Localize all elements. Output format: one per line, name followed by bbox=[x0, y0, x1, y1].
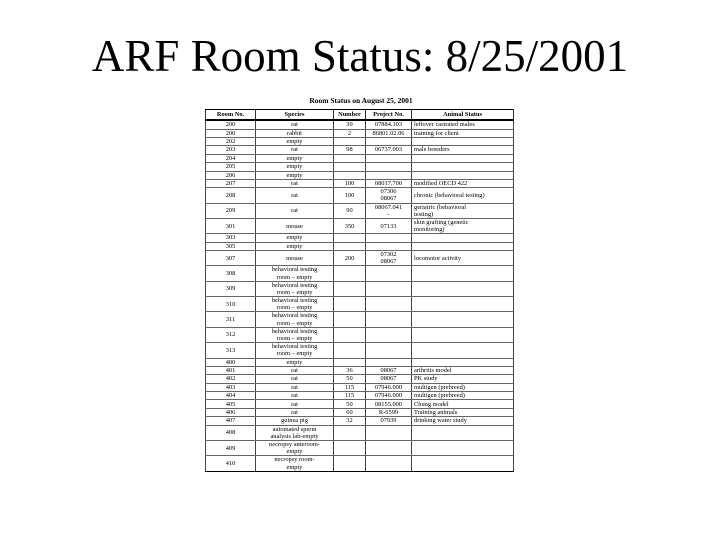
table-row bbox=[206, 281, 514, 296]
table-row bbox=[206, 456, 514, 471]
cell-number bbox=[334, 266, 366, 281]
cell-species: guinea pig bbox=[256, 417, 334, 425]
cell-species: empty bbox=[256, 154, 334, 162]
cell-project-no bbox=[366, 312, 412, 327]
table-row bbox=[206, 171, 514, 179]
cell-room-no: 206 bbox=[206, 171, 256, 179]
cell-species: rat bbox=[256, 408, 334, 416]
cell-room-no: 208 bbox=[206, 188, 256, 203]
cell-project-no: 07946.000 bbox=[366, 383, 412, 391]
cell-project-no bbox=[366, 137, 412, 145]
cell-number bbox=[334, 154, 366, 162]
table-row bbox=[206, 312, 514, 327]
cell-species: empty bbox=[256, 358, 334, 366]
cell-room-no: 408 bbox=[206, 425, 256, 440]
cell-room-no: 406 bbox=[206, 408, 256, 416]
cell-room-no: 400 bbox=[206, 358, 256, 366]
cell-room-no: 303 bbox=[206, 234, 256, 242]
cell-number: 200 bbox=[334, 251, 366, 266]
cell-number: 30 bbox=[334, 120, 366, 129]
table-row bbox=[206, 440, 514, 455]
table-row bbox=[206, 392, 514, 400]
cell-project-no bbox=[366, 327, 412, 342]
cell-project-no bbox=[366, 456, 412, 471]
cell-animal-status: male breeders bbox=[412, 146, 514, 154]
cell-room-no: 403 bbox=[206, 383, 256, 391]
table-row bbox=[206, 203, 514, 218]
cell-room-no: 309 bbox=[206, 281, 256, 296]
cell-species: mouse bbox=[256, 251, 334, 266]
cell-project-no: 07302 08067 bbox=[366, 251, 412, 266]
cell-number bbox=[334, 171, 366, 179]
cell-species: rat bbox=[256, 146, 334, 154]
cell-species: necropsy anteroom- empty bbox=[256, 440, 334, 455]
cell-animal-status bbox=[412, 440, 514, 455]
cell-number bbox=[334, 312, 366, 327]
table-row bbox=[206, 242, 514, 250]
cell-number: 98 bbox=[334, 146, 366, 154]
cell-room-no: 404 bbox=[206, 392, 256, 400]
cell-species: rat bbox=[256, 179, 334, 187]
cell-animal-status: arthritis model bbox=[412, 366, 514, 374]
cell-species: empty bbox=[256, 234, 334, 242]
cell-project-no: 08067.041 - bbox=[366, 203, 412, 218]
cell-project-no bbox=[366, 425, 412, 440]
cell-species: behavioral testing room – empty bbox=[256, 266, 334, 281]
cell-room-no: 308 bbox=[206, 266, 256, 281]
table-row bbox=[206, 266, 514, 281]
cell-number: 32 bbox=[334, 417, 366, 425]
cell-project-no bbox=[366, 281, 412, 296]
cell-room-no: 405 bbox=[206, 400, 256, 408]
cell-project-no bbox=[366, 171, 412, 179]
cell-species: rat bbox=[256, 375, 334, 383]
header-project-no: Project No. bbox=[366, 110, 412, 121]
cell-room-no: 205 bbox=[206, 163, 256, 171]
header-room-no: Room No. bbox=[206, 110, 256, 121]
cell-room-no: 200 bbox=[206, 120, 256, 129]
cell-number: 90 bbox=[334, 203, 366, 218]
table-row bbox=[206, 218, 514, 233]
cell-animal-status bbox=[412, 297, 514, 312]
table-row bbox=[206, 400, 514, 408]
cell-room-no: 305 bbox=[206, 242, 256, 250]
cell-animal-status bbox=[412, 137, 514, 145]
cell-animal-status bbox=[412, 327, 514, 342]
document-heading: Room Status on August 25, 2001 bbox=[309, 96, 413, 105]
table-row bbox=[206, 146, 514, 154]
cell-project-no bbox=[366, 154, 412, 162]
cell-species: behavioral testing room – empty bbox=[256, 312, 334, 327]
cell-species: necropsy room- empty bbox=[256, 456, 334, 471]
cell-room-no: 202 bbox=[206, 137, 256, 145]
cell-room-no: 307 bbox=[206, 251, 256, 266]
cell-animal-status bbox=[412, 281, 514, 296]
table-row bbox=[206, 297, 514, 312]
cell-project-no bbox=[366, 297, 412, 312]
cell-number bbox=[334, 234, 366, 242]
cell-animal-status bbox=[412, 312, 514, 327]
table-row bbox=[206, 120, 514, 129]
table-row bbox=[206, 251, 514, 266]
cell-project-no: 07946.000 bbox=[366, 392, 412, 400]
cell-animal-status bbox=[412, 234, 514, 242]
cell-project-no bbox=[366, 343, 412, 358]
cell-animal-status: Training animals bbox=[412, 408, 514, 416]
cell-project-no bbox=[366, 358, 412, 366]
table-row bbox=[206, 383, 514, 391]
cell-project-no: 08155.000 bbox=[366, 400, 412, 408]
cell-species: automated sperm analysis lab-empty bbox=[256, 425, 334, 440]
cell-animal-status: chronic (behavioral testing) bbox=[412, 188, 514, 203]
table-row bbox=[206, 327, 514, 342]
cell-species: rat bbox=[256, 188, 334, 203]
cell-project-no bbox=[366, 242, 412, 250]
cell-animal-status bbox=[412, 425, 514, 440]
cell-project-no: 07133 bbox=[366, 218, 412, 233]
table-row bbox=[206, 375, 514, 383]
cell-number bbox=[334, 297, 366, 312]
cell-animal-status bbox=[412, 171, 514, 179]
table-row bbox=[206, 425, 514, 440]
table-header-row bbox=[206, 110, 514, 121]
cell-number: 350 bbox=[334, 218, 366, 233]
table-row bbox=[206, 163, 514, 171]
cell-animal-status bbox=[412, 358, 514, 366]
cell-animal-status: drinking water study bbox=[412, 417, 514, 425]
cell-species: behavioral testing room – empty bbox=[256, 281, 334, 296]
header-number: Number bbox=[334, 110, 366, 121]
cell-species: rat bbox=[256, 120, 334, 129]
cell-room-no: 313 bbox=[206, 343, 256, 358]
cell-number bbox=[334, 425, 366, 440]
table-row bbox=[206, 179, 514, 187]
table-body bbox=[206, 120, 514, 471]
cell-animal-status bbox=[412, 163, 514, 171]
cell-animal-status: leftover castrated males bbox=[412, 120, 514, 129]
cell-project-no: 86801.02.06 bbox=[366, 129, 412, 137]
cell-project-no: 06737.003 bbox=[366, 146, 412, 154]
cell-room-no: 310 bbox=[206, 297, 256, 312]
cell-species: empty bbox=[256, 242, 334, 250]
cell-number: 115 bbox=[334, 392, 366, 400]
cell-animal-status: multigen (prebreed) bbox=[412, 392, 514, 400]
cell-number: 50 bbox=[334, 400, 366, 408]
cell-project-no bbox=[366, 234, 412, 242]
cell-room-no: 207 bbox=[206, 179, 256, 187]
cell-number: 60 bbox=[334, 408, 366, 416]
cell-animal-status: skin grafting (genetic monitoring) bbox=[412, 218, 514, 233]
cell-number bbox=[334, 358, 366, 366]
cell-project-no: 07306 08067 bbox=[366, 188, 412, 203]
cell-number bbox=[334, 343, 366, 358]
table-row bbox=[206, 417, 514, 425]
cell-project-no: 08067 bbox=[366, 366, 412, 374]
cell-room-no: 301 bbox=[206, 218, 256, 233]
cell-project-no: 07939 bbox=[366, 417, 412, 425]
room-status-table bbox=[205, 109, 514, 472]
cell-species: empty bbox=[256, 163, 334, 171]
cell-number bbox=[334, 163, 366, 171]
cell-species: empty bbox=[256, 171, 334, 179]
table-row bbox=[206, 188, 514, 203]
cell-number: 36 bbox=[334, 366, 366, 374]
table-row bbox=[206, 234, 514, 242]
cell-animal-status bbox=[412, 154, 514, 162]
cell-number: 50 bbox=[334, 375, 366, 383]
cell-number bbox=[334, 137, 366, 145]
cell-room-no: 204 bbox=[206, 154, 256, 162]
table-row bbox=[206, 408, 514, 416]
cell-project-no bbox=[366, 266, 412, 281]
cell-number bbox=[334, 281, 366, 296]
cell-animal-status: Chung model bbox=[412, 400, 514, 408]
cell-number: 100 bbox=[334, 188, 366, 203]
cell-species: rat bbox=[256, 392, 334, 400]
cell-animal-status bbox=[412, 343, 514, 358]
cell-number bbox=[334, 456, 366, 471]
cell-animal-status: geriatric (behavioral testing) bbox=[412, 203, 514, 218]
cell-number bbox=[334, 242, 366, 250]
cell-species: rat bbox=[256, 383, 334, 391]
cell-animal-status: training for client bbox=[412, 129, 514, 137]
cell-animal-status bbox=[412, 266, 514, 281]
cell-project-no bbox=[366, 440, 412, 455]
cell-species: rabbit bbox=[256, 129, 334, 137]
header-animal-status: Animal Status bbox=[412, 110, 514, 121]
table-row bbox=[206, 137, 514, 145]
cell-room-no: 203 bbox=[206, 146, 256, 154]
table-row bbox=[206, 358, 514, 366]
cell-room-no: 402 bbox=[206, 375, 256, 383]
cell-animal-status: PK study bbox=[412, 375, 514, 383]
cell-room-no: 409 bbox=[206, 440, 256, 455]
cell-room-no: 410 bbox=[206, 456, 256, 471]
cell-species: rat bbox=[256, 400, 334, 408]
cell-room-no: 311 bbox=[206, 312, 256, 327]
cell-species: behavioral testing room – empty bbox=[256, 343, 334, 358]
cell-number: 2 bbox=[334, 129, 366, 137]
cell-species: rat bbox=[256, 366, 334, 374]
cell-project-no bbox=[366, 163, 412, 171]
cell-room-no: 312 bbox=[206, 327, 256, 342]
cell-number: 115 bbox=[334, 383, 366, 391]
cell-number: 100 bbox=[334, 179, 366, 187]
table-row bbox=[206, 129, 514, 137]
cell-room-no: 401 bbox=[206, 366, 256, 374]
table-row bbox=[206, 366, 514, 374]
cell-room-no: 407 bbox=[206, 417, 256, 425]
cell-room-no: 209 bbox=[206, 203, 256, 218]
cell-species: behavioral testing room – empty bbox=[256, 297, 334, 312]
cell-project-no: 07884.103 bbox=[366, 120, 412, 129]
table-row bbox=[206, 154, 514, 162]
table-row bbox=[206, 343, 514, 358]
cell-animal-status: locomotor activity bbox=[412, 251, 514, 266]
cell-animal-status bbox=[412, 242, 514, 250]
slide-title: ARF Room Status: 8/25/2001 bbox=[91, 31, 629, 81]
cell-project-no: 08067 bbox=[366, 375, 412, 383]
cell-project-no: R-6599 bbox=[366, 408, 412, 416]
cell-number bbox=[334, 327, 366, 342]
cell-animal-status bbox=[412, 456, 514, 471]
cell-room-no: 200 bbox=[206, 129, 256, 137]
cell-number bbox=[334, 440, 366, 455]
cell-species: rat bbox=[256, 203, 334, 218]
cell-species: behavioral testing room – empty bbox=[256, 327, 334, 342]
cell-animal-status: modified OECD 422 bbox=[412, 179, 514, 187]
cell-species: empty bbox=[256, 137, 334, 145]
cell-animal-status: multigen (prebreed) bbox=[412, 383, 514, 391]
cell-project-no: 08017.700 bbox=[366, 179, 412, 187]
header-species: Species bbox=[256, 110, 334, 121]
cell-species: mouse bbox=[256, 218, 334, 233]
